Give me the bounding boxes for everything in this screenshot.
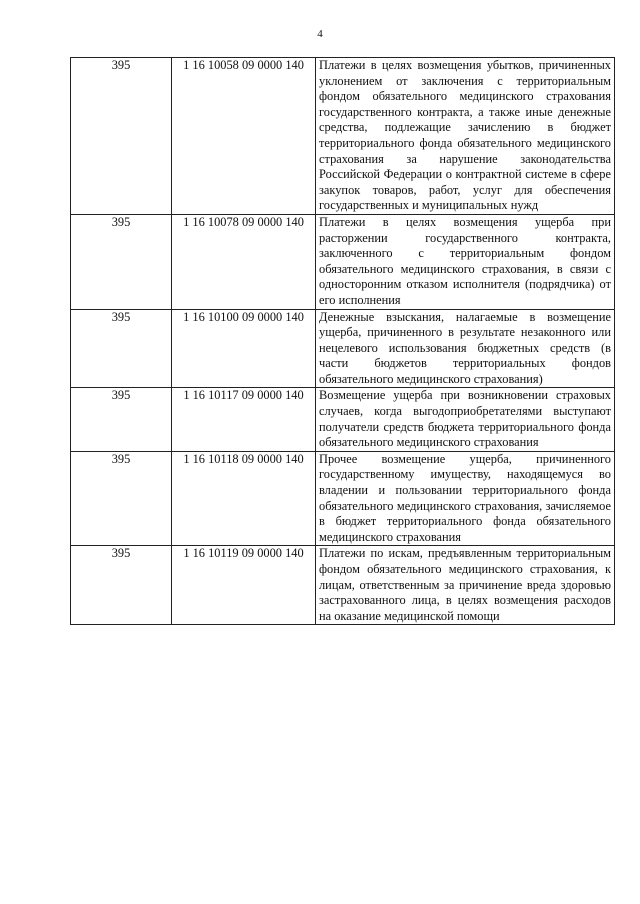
kbk-code-cell: 1 16 10078 09 0000 140 [172,214,316,309]
description-cell: Платежи в целях возмещения убытков, причиненных уклонением от заключения с территориальным фондом обязательного медицинского страхования государственного контракта, а также иные денежные средства, подлежащие зачислению в бюджет территориального фонда обязательного медицинского страхования за нарушение законодательства Российской Федерации о контрактной системе в сфере закупок товаров, работ, услуг для обеспечения государственных и муниципальных нужд [316,58,615,215]
kbk-code-cell: 1 16 10100 09 0000 140 [172,309,316,388]
table-row [71,546,615,625]
admin-code-cell: 395 [71,309,172,388]
table-row [71,214,615,309]
table-row [71,58,615,215]
budget-classification-table [70,57,615,625]
table-row [71,309,615,388]
admin-code-cell: 395 [71,214,172,309]
description-cell: Прочее возмещение ущерба, причиненного государственному имуществу, находящемуся во владении и пользовании территориального фонда обязательного медицинского страхования, зачисляемое в бюджет территориального фонда обязательного медицинского страхования [316,451,615,546]
table-row [71,451,615,546]
admin-code-cell: 395 [71,388,172,451]
kbk-code-cell: 1 16 10117 09 0000 140 [172,388,316,451]
admin-code-cell: 395 [71,546,172,625]
admin-code-cell: 395 [71,58,172,215]
description-cell: Платежи в целях возмещения ущерба при расторжении государственного контракта, заключенного с территориальным фондом обязательного медицинского страхования, в связи с односторонним отказом исполнителя (подрядчика) от его исполнения [316,214,615,309]
kbk-code-cell: 1 16 10058 09 0000 140 [172,58,316,215]
admin-code-cell: 395 [71,451,172,546]
description-cell: Денежные взыскания, налагаемые в возмещение ущерба, причиненного в результате незаконного или нецелевого использования бюджетных средств (в части бюджетов территориальных фондов обязательного медицинского страхования) [316,309,615,388]
description-cell: Возмещение ущерба при возникновении страховых случаев, когда выгодоприобретателями выступают получатели средств бюджета территориального фонда обязательного медицинского страхования [316,388,615,451]
kbk-code-cell: 1 16 10119 09 0000 140 [172,546,316,625]
page-number: 4 [317,28,323,40]
description-cell: Платежи по искам, предъявленным территориальным фондом обязательного медицинского страхования, к лицам, ответственным за причинение вреда здоровью застрахованного лица, в целях возмещения расходов на оказание медицинской помощи [316,546,615,625]
kbk-code-cell: 1 16 10118 09 0000 140 [172,451,316,546]
table-row [71,388,615,451]
